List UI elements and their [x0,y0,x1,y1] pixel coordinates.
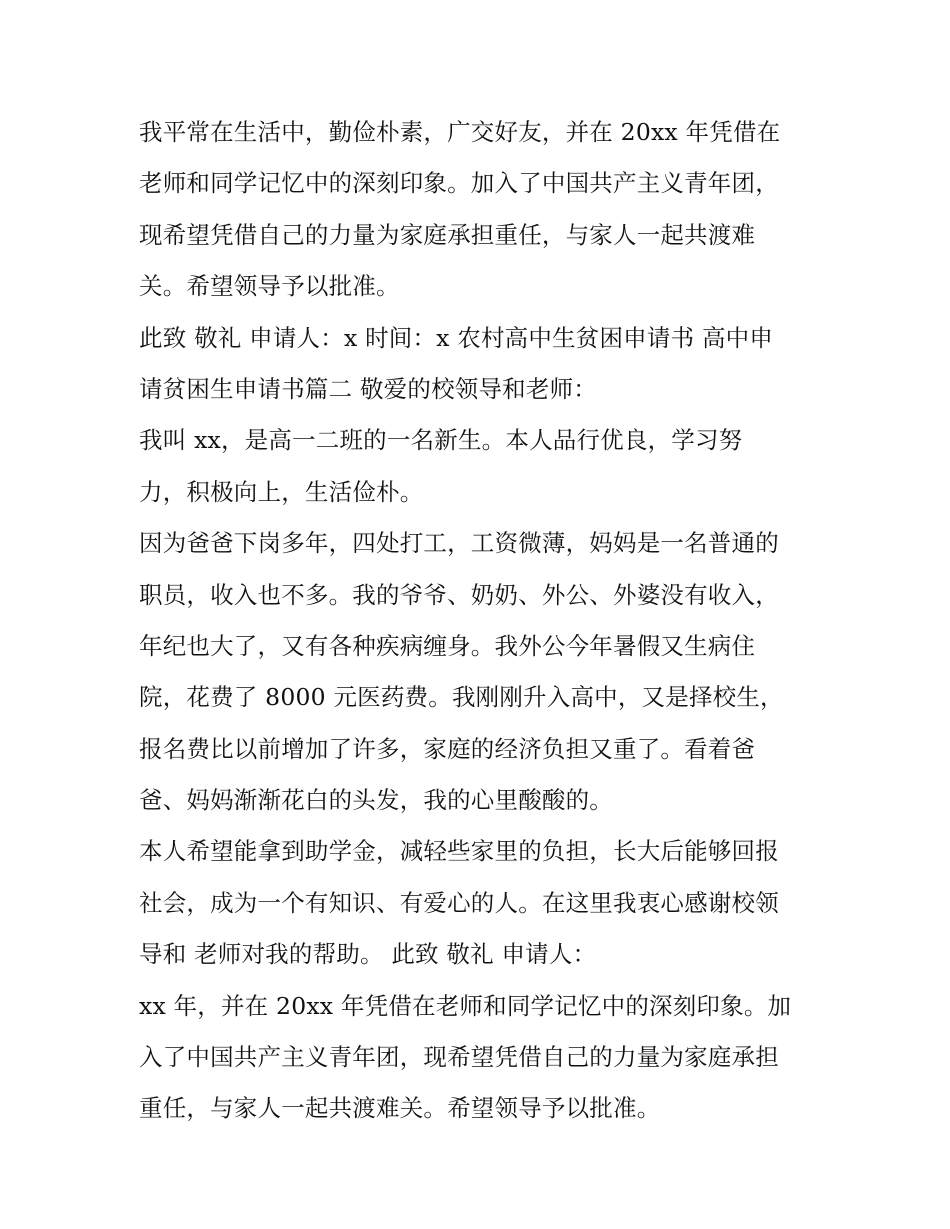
text-line: 请贫困生申请书篇二 敬爱的校领导和老师： [139,374,597,403]
text-line: 入了中国共产主义青年团，现希望凭借自己的力量为家庭承担 [139,1043,779,1072]
text-line: 关。希望领导予以批准。 [139,272,400,301]
text-line: 老师和同学记忆中的深刻印象。加入了中国共产主义青年团， [139,169,779,198]
text-line: 我平常在生活中，勤俭朴素，广交好友，并在 20xx 年凭借在 [139,118,781,146]
text-line: xx 年，并在 20xx 年凭借在老师和同学记忆中的深刻印象。加 [139,991,792,1020]
text-line: 社会，成为一个有知识、有爱心的人。在这里我衷心感谢校领 [139,888,779,917]
text-line: 重任，与家人一起共渡难关。希望领导予以批准。 [139,1094,661,1123]
text-line: 力，积极向上，生活俭朴。 [139,477,424,506]
text-line: 我叫 xx，是高一二班的一名新生。本人品行优良，学习努 [139,426,743,455]
text-line: 职员，收入也不多。我的爷爷、奶奶、外公、外婆没有收入， [139,580,779,609]
text-line: 导和 老师对我的帮助。 此致 敬礼 申请人： [139,940,597,969]
text-line: 因为爸爸下岗多年，四处打工，工资微薄，妈妈是一名普通的 [139,529,779,558]
text-line: 现希望凭借自己的力量为家庭承担重任，与家人一起共渡难 [139,220,756,249]
text-line: 此致 敬礼 申请人：x 时间：x 农村高中生贫困申请书 高中申 [139,323,774,352]
text-line: 院，花费了 8000 元医药费。我刚刚升入高中，又是择校生， [139,683,784,712]
text-line: 本人希望能拿到助学金，减轻些家里的负担，长大后能够回报 [139,837,779,866]
text-line: 年纪也大了，又有各种疾病缠身。我外公今年暑假又生病住 [139,631,756,660]
text-line: 报名费比以前增加了许多，家庭的经济负担又重了。看着爸 [139,734,756,763]
document-body [139,107,829,1135]
text-line: 爸、妈妈渐渐花白的头发，我的心里酸酸的。 [139,786,613,815]
